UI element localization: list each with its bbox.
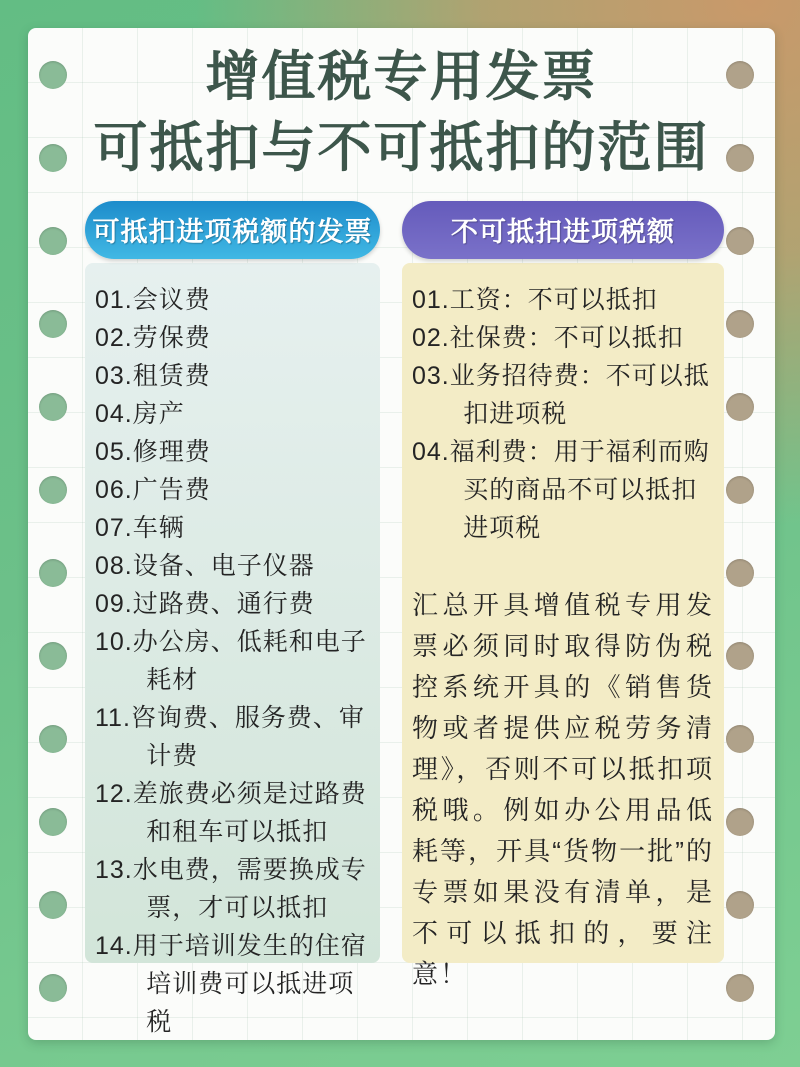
punch-hole <box>39 393 67 421</box>
list-item: 14.用于培训发生的住宿培训费可以抵进项税 <box>95 931 367 1036</box>
punch-hole <box>726 642 754 670</box>
list-item: 08.设备、电子仪器 <box>95 551 315 580</box>
list-item: 06.广告费 <box>95 475 211 504</box>
list-item: 03.租赁费 <box>95 361 211 390</box>
punch-holes-left <box>39 61 67 1002</box>
punch-hole <box>39 559 67 587</box>
punch-hole <box>726 61 754 89</box>
deductible-column <box>85 201 380 1036</box>
punch-hole <box>726 725 754 753</box>
list-item: 13.水电费，需要换成专票，才可以抵扣 <box>95 855 367 922</box>
deductible-list-panel <box>85 263 380 1036</box>
punch-hole <box>39 61 67 89</box>
punch-holes-right <box>726 61 754 1002</box>
punch-hole <box>39 891 67 919</box>
punch-hole <box>39 310 67 338</box>
page-title <box>28 42 775 185</box>
punch-hole <box>726 559 754 587</box>
list-item: 07.车辆 <box>95 513 185 542</box>
list-item: 03.业务招待费：不可以抵扣进项税 <box>412 361 710 428</box>
punch-hole <box>39 725 67 753</box>
non-deductible-list <box>412 281 716 547</box>
title-line-1: 增值税专用发票 <box>205 47 598 107</box>
content-columns <box>85 201 724 1036</box>
list-item: 02.社保费：不可以抵扣 <box>412 323 684 352</box>
punch-hole <box>726 310 754 338</box>
punch-hole <box>39 227 67 255</box>
summary-note: 汇总开具增值税专用发票必须同时取得防伪税控系统开具的《销售货物或者提供应税劳务清理》，否则不可以抵扣项税哦。例如办公用品低耗等，开具“货物一批”的专票如果没有清单，是不可以抵扣的，要注意！ <box>412 589 714 989</box>
non-deductible-header-pill <box>402 201 724 259</box>
non-deductible-panel <box>402 263 724 989</box>
list-item: 12.差旅费必须是过路费和租车可以抵扣 <box>95 779 367 846</box>
deductible-header-pill <box>85 201 380 259</box>
notebook-page <box>28 28 775 1040</box>
punch-hole <box>39 642 67 670</box>
list-item: 01.工资：不可以抵扣 <box>412 285 658 314</box>
punch-hole <box>726 974 754 1002</box>
non-deductible-column <box>402 201 724 989</box>
list-item: 05.修理费 <box>95 437 211 466</box>
punch-hole <box>726 891 754 919</box>
punch-hole <box>726 144 754 172</box>
punch-hole <box>726 808 754 836</box>
punch-hole <box>726 227 754 255</box>
list-item: 02.劳保费 <box>95 323 211 352</box>
list-item: 10.办公房、低耗和电子耗材 <box>95 627 367 694</box>
punch-hole <box>726 393 754 421</box>
punch-hole <box>39 974 67 1002</box>
punch-hole <box>39 808 67 836</box>
list-item: 11.咨询费、服务费、审计费 <box>95 703 365 770</box>
deductible-header-label: 可抵扣进项税额的发票 <box>92 217 373 248</box>
list-item: 04.福利费：用于福利而购买的商品不可以抵扣进项税 <box>412 437 710 542</box>
punch-hole <box>39 476 67 504</box>
list-item: 09.过路费、通行费 <box>95 589 315 618</box>
list-item: 01.会议费 <box>95 285 211 314</box>
title-line-2: 可抵扣与不可抵扣的范围 <box>93 118 710 179</box>
punch-hole <box>39 144 67 172</box>
list-item: 04.房产 <box>95 399 185 428</box>
non-deductible-header-label: 不可抵扣进项税额 <box>451 217 675 248</box>
punch-hole <box>726 476 754 504</box>
